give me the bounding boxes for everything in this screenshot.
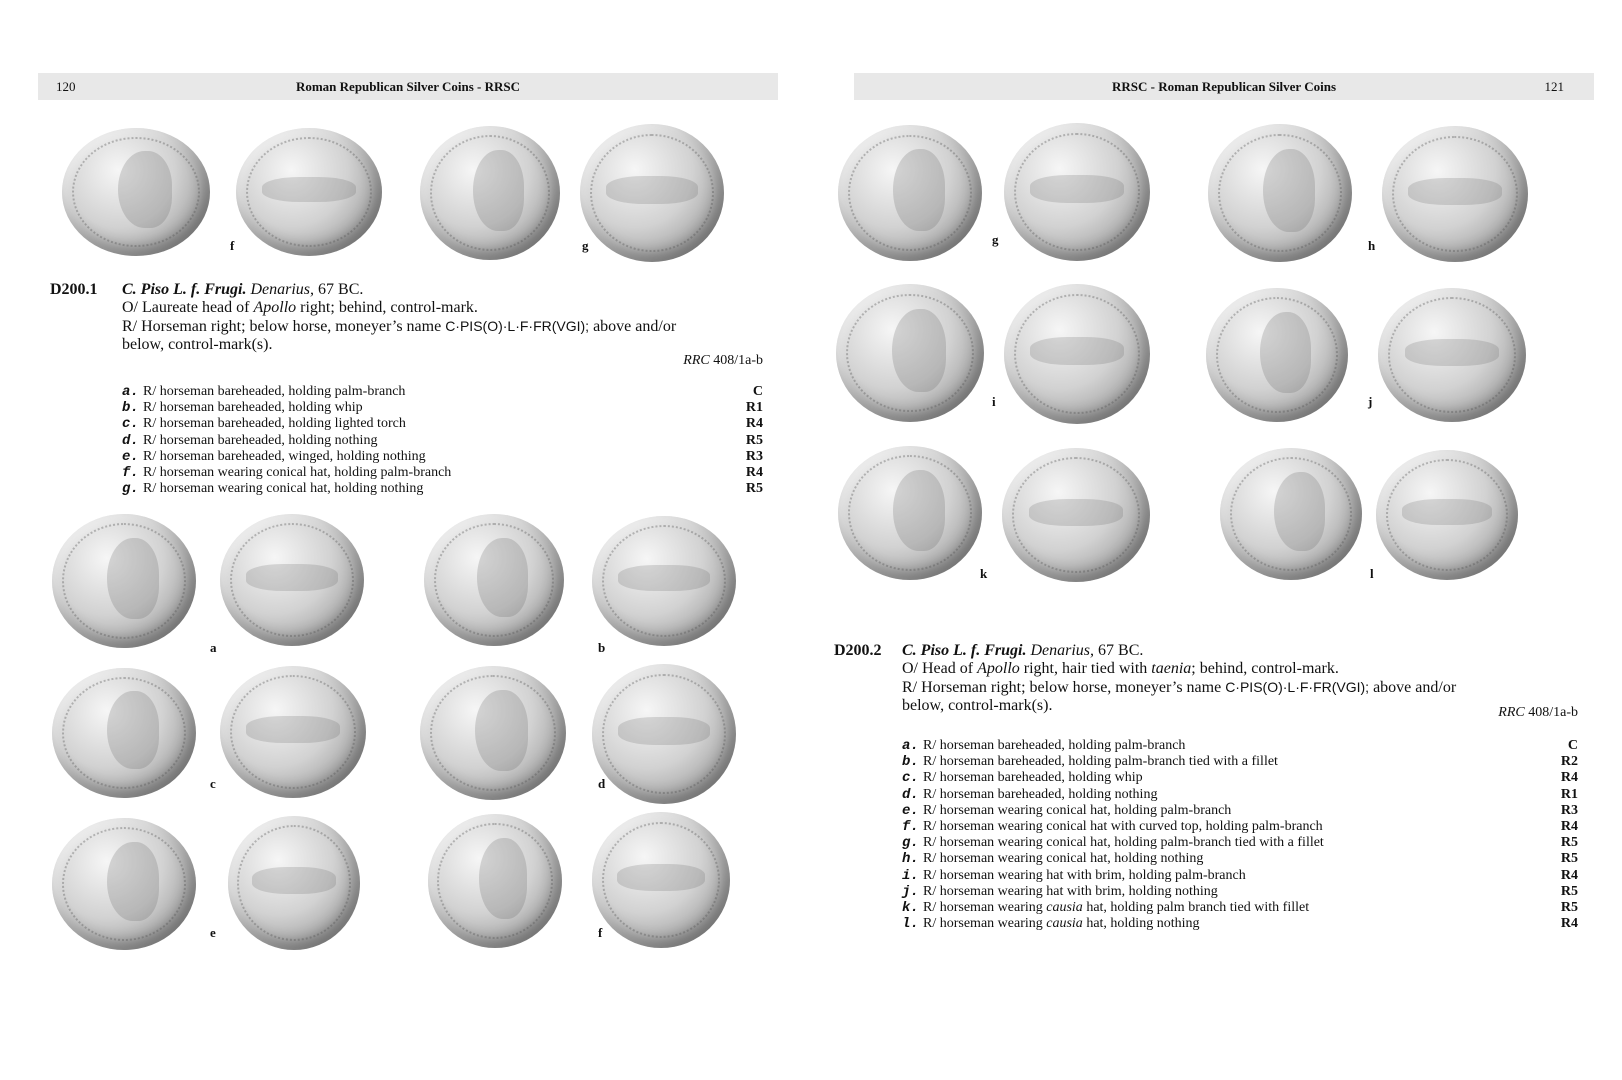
coin-label: f [598,925,603,940]
list-item: e. R/ horseman wearing conical hat, holding palm-branch R3 [902,802,1578,819]
coin-label: g [992,232,999,247]
variety-list [902,738,1578,932]
catalog-reference: RRC 408/1a-b [1498,705,1578,720]
coin-reverse-l [1376,450,1518,580]
coin-denomination: Denarius, [1030,642,1095,659]
reverse-line: R/ Horseman right; below horse, moneyer’s name C·PIS(O)·L·F·FR(VGI); above and/or [122,318,677,335]
entry-date: 67 BC. [318,281,364,298]
list-item: b. R/ horseman bareheaded, holding whip R1 [122,400,763,417]
coin-label: g [582,238,589,253]
rarity: R5 [745,432,763,448]
reverse-line-2: below, control-mark(s). [122,336,273,353]
entry-description [122,281,763,354]
rarity: C [752,384,763,399]
coin-label: j [1368,394,1373,409]
rarity: R3 [1560,802,1578,818]
obverse-line: O/ Laureate head of Apollo right; behind, control-mark. [122,299,478,316]
rarity: R5 [1560,899,1578,915]
coin-label: e [210,925,216,940]
list-item: a. R/ horseman bareheaded, holding palm-branch C [902,738,1578,754]
list-item: b. R/ horseman bareheaded, holding palm-branch tied with a fillet R2 [902,754,1578,771]
coin-label: f [230,238,235,253]
coin-obverse-f [428,814,562,948]
coin-reverse-k [1002,448,1150,582]
rarity: R2 [1560,754,1578,770]
coin-obverse-g-top [420,126,560,260]
entry-code: D200.2 [834,642,882,659]
coin-label: a [210,640,217,655]
right-page [830,0,1622,1080]
list-item: f. R/ horseman wearing conical hat with curved top, holding palm-branch R4 [902,818,1578,835]
rarity: R4 [745,416,763,432]
coin-obverse-f-top [62,128,210,256]
coin-denomination: Denarius, [250,281,315,298]
list-item: k. R/ horseman wearing causia hat, holding palm branch tied with fillet R5 [902,899,1578,916]
coin-reverse-a [220,514,364,646]
coin-reverse-d [592,664,736,804]
left-page [0,0,790,1080]
list-item: i. R/ horseman wearing hat with brim, holding palm-branch R4 [902,867,1578,884]
rarity: R4 [745,464,763,480]
entry-title-line [902,642,1578,660]
page-header [38,73,778,100]
coin-reverse-g-top [580,124,724,262]
rarity: C [1567,738,1578,753]
list-item: h. R/ horseman wearing conical hat, holding nothing R5 [902,851,1578,868]
coin-label: l [1370,566,1374,581]
coin-obverse-i [836,284,984,422]
coin-obverse-e [52,818,196,950]
coin-label: k [980,566,988,581]
header-title: Roman Republican Silver Coins - RRSC [295,79,521,94]
list-item: d. R/ horseman bareheaded, holding nothing R1 [902,786,1578,803]
entry-date: 67 BC. [1098,642,1144,659]
coin-obverse-h [1208,124,1352,262]
legend-text: C·PIS(O)·L·F·FR(VGI); [1225,679,1370,695]
list-item: c. R/ horseman bareheaded, holding lighted torch R4 [122,416,763,433]
list-item: c. R/ horseman bareheaded, holding whip R4 [902,770,1578,787]
header-title: RRSC - Roman Republican Silver Coins [1111,79,1337,94]
moneyer-name: C. Piso L. f. Frugi. [902,642,1027,659]
rarity: R1 [1560,786,1578,802]
catalog-reference: RRC 408/1a-b [683,353,763,368]
coin-reverse-f-top [236,128,382,256]
legend-text: C·PIS(O)·L·F·FR(VGI); [445,318,590,334]
page-number: 120 [56,79,76,94]
page-number: 121 [1544,79,1564,94]
coin-reverse-e [228,816,360,950]
list-item: j. R/ horseman wearing hat with brim, holding nothing R5 [902,883,1578,900]
list-item: a. R/ horseman bareheaded, holding palm-branch C [122,384,763,400]
obverse-line: O/ Head of Apollo right, hair tied with taenia; behind, control-mark. [902,660,1339,677]
moneyer-name: C. Piso L. f. Frugi. [122,281,247,298]
coin-label: b [598,640,606,655]
coin-obverse-b [424,514,564,646]
coin-obverse-g [838,125,982,261]
reverse-line: R/ Horseman right; below horse, moneyer’s name C·PIS(O)·L·F·FR(VGI); above and/or [902,679,1457,696]
page-header [854,73,1594,100]
coin-obverse-a [52,514,196,648]
rarity: R1 [745,400,763,416]
list-item: f. R/ horseman wearing conical hat, holding palm-branch R4 [122,464,763,481]
entry-code: D200.1 [50,281,98,298]
coin-obverse-c [52,668,196,798]
rarity: R4 [1560,867,1578,883]
rarity: R3 [745,448,763,464]
coin-reverse-h [1382,126,1528,262]
coin-obverse-k [838,446,982,580]
reverse-line-2: below, control-mark(s). [902,697,1053,714]
coin-label: i [992,394,996,409]
coin-reverse-g [1004,123,1150,261]
rarity: R5 [745,481,763,497]
list-item: e. R/ horseman bareheaded, winged, holding nothing R3 [122,448,763,465]
rarity: R4 [1560,818,1578,834]
rarity: R4 [1560,770,1578,786]
coin-reverse-b [592,516,736,646]
coin-obverse-l [1220,448,1362,580]
entry-title-line [122,281,763,299]
list-item: g. R/ horseman wearing conical hat, holding nothing R5 [122,481,763,498]
coin-reverse-f [592,812,730,948]
coin-reverse-i [1004,284,1150,424]
coin-label: d [598,776,606,791]
coin-obverse-d [420,666,566,800]
rarity: R4 [1560,916,1578,932]
coin-reverse-c [220,666,366,798]
rarity: R5 [1560,851,1578,867]
coin-label: c [210,776,216,791]
rarity: R5 [1560,883,1578,899]
list-item: l. R/ horseman wearing causia hat, holding nothing R4 [902,916,1578,933]
rarity: R5 [1560,835,1578,851]
list-item: d. R/ horseman bareheaded, holding nothing R5 [122,432,763,449]
variety-list [122,384,763,497]
coin-obverse-j [1206,288,1348,422]
coin-label: h [1368,238,1376,253]
list-item: g. R/ horseman wearing conical hat, holding palm-branch tied with a fillet R5 [902,835,1578,852]
coin-reverse-j [1378,288,1526,422]
